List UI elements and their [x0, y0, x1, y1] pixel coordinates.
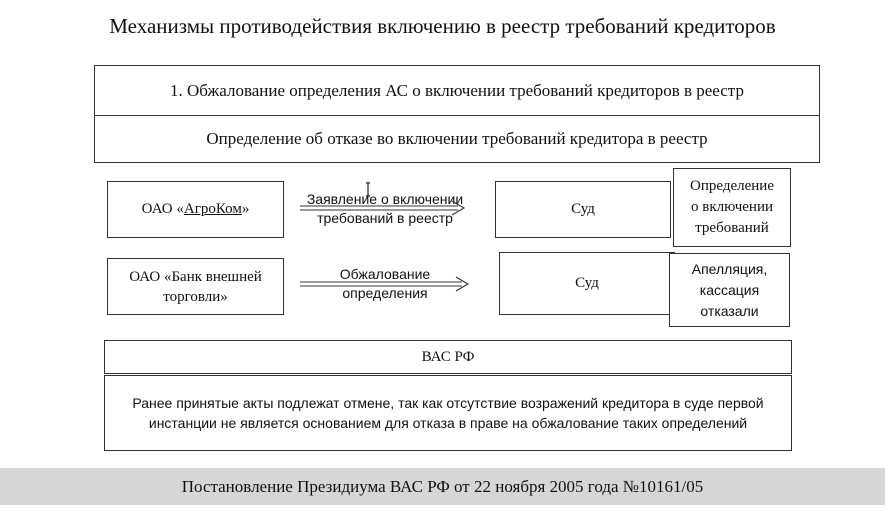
step-1-box	[94, 65, 820, 116]
vas-title-label: ВАС РФ	[421, 348, 475, 365]
result-appeal-label: Апелляция, кассация отказали	[691, 260, 768, 319]
slide-title: Механизмы противодействия включению в реестр требований кредиторов	[109, 14, 776, 38]
court-1-box	[495, 181, 671, 238]
refusal-label: Определение об отказе во включении требований кредитора в реестр	[206, 129, 708, 148]
court-2-box	[499, 252, 675, 315]
result-inclusion-box	[673, 168, 791, 247]
result-inclusion-label: Определение о включении требований	[690, 178, 774, 236]
arrow-2-label: Обжалование определения	[339, 266, 431, 301]
result-appeal-box	[669, 253, 790, 327]
vas-decision-box	[104, 375, 792, 451]
arrow-1-label: Заявление о включении требований в реестр	[306, 191, 464, 226]
refusal-box	[94, 115, 820, 163]
org-vtb-box	[107, 258, 284, 315]
footer-citation: Постановление Президиума ВАС РФ от 22 ноября 2005 года №10161/05	[181, 476, 704, 496]
court-2-label: Суд	[575, 275, 599, 291]
court-1-label: Суд	[571, 201, 595, 217]
step-1-label: 1. Обжалование определения АС о включении требований кредиторов в реестр	[170, 80, 744, 100]
org-vtb-label: ОАО «Банк внешней торговли»	[129, 268, 262, 305]
org-agrokom-label: ОАО «АгроКом»	[141, 201, 250, 217]
org-agrokom-box	[107, 181, 284, 238]
footer-bar	[0, 468, 885, 505]
vas-title-box	[104, 340, 792, 374]
vas-decision-text: Ранее принятые акты подлежат отмене, так как отсутствие возражений кредитора в суде первой инстанции не является основанием для отказа в праве на обжалование таких определений	[132, 395, 764, 431]
